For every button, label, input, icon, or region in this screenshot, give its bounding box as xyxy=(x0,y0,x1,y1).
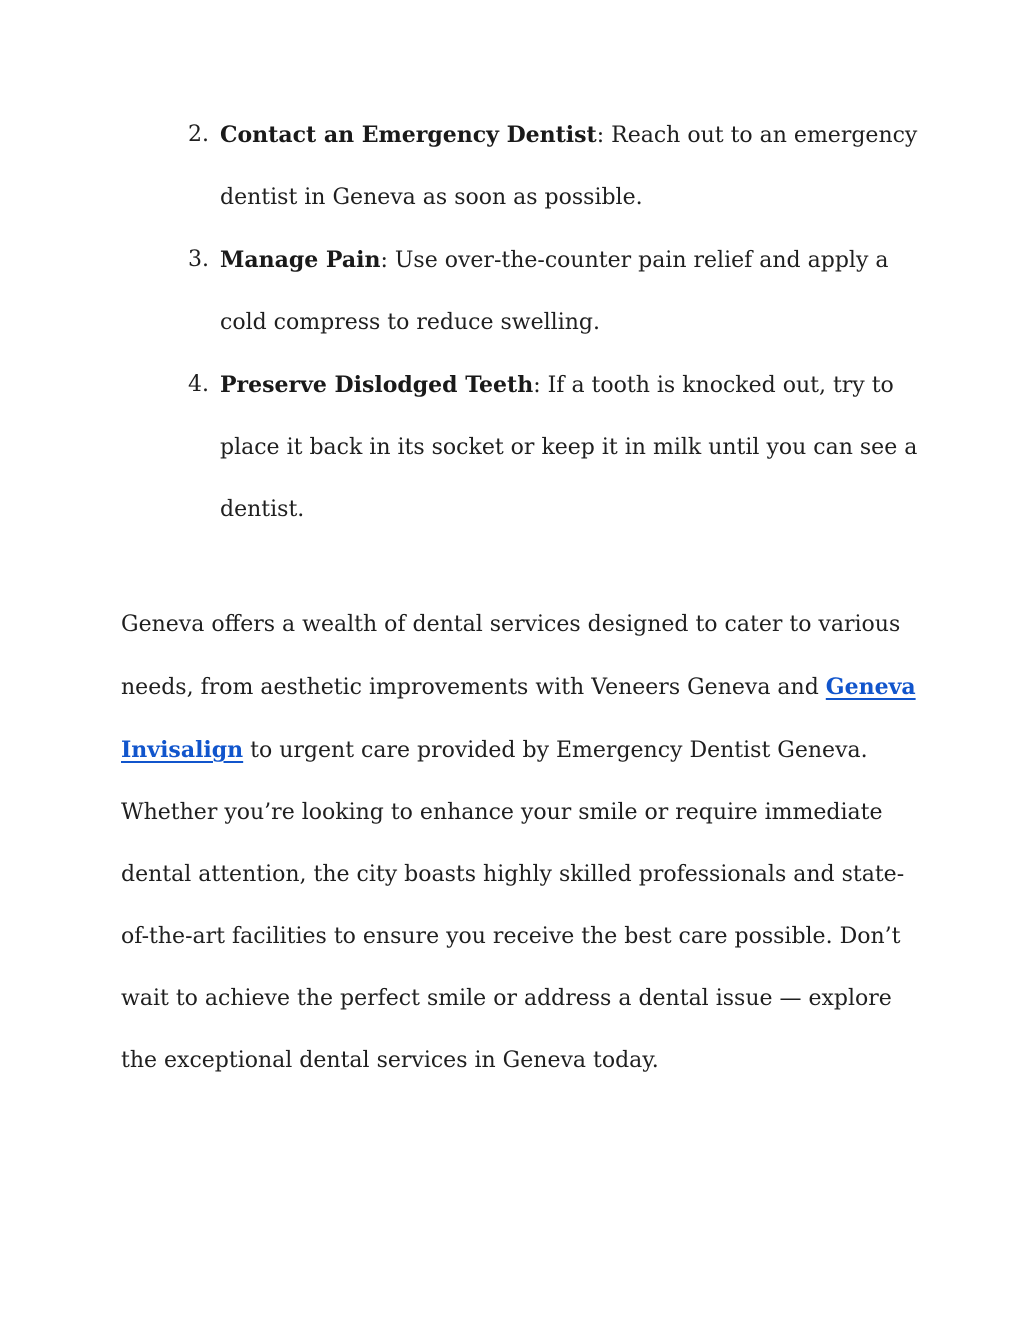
list-item-step-3 xyxy=(188,229,928,354)
geneva-invisalign-link[interactable]: Geneva Invisalign xyxy=(121,674,916,763)
step-text: Reach out to an emergency dentist in Geneva as soon as possible. xyxy=(220,123,918,210)
step-separator: : xyxy=(533,373,541,398)
step-text: Use over-the-counter pain relief and apply a cold compress to reduce swelling. xyxy=(220,248,889,335)
paragraph-text-after-link: to urgent care provided by Emergency Dentist Geneva. Whether you’re looking to enhance your smile or require immediate dental attention, the city boasts highly skilled professionals and state-of-the-art facilities to ensure you receive the best care possible. Don’t wait to achieve the perfect smile or address a dental issue — explore the exceptional dental services in Geneva today. xyxy=(121,738,905,1073)
list-item-step-4 xyxy=(188,354,928,541)
summary-paragraph xyxy=(121,594,921,1092)
step-title: Preserve Dislodged Teeth xyxy=(220,372,534,398)
step-number: 4. xyxy=(188,372,209,397)
step-title: Manage Pain xyxy=(220,247,381,273)
step-separator: : xyxy=(596,123,605,148)
step-number: 2. xyxy=(188,122,209,147)
list-item-step-2 xyxy=(188,104,928,229)
step-title: Contact an Emergency Dentist xyxy=(220,122,597,148)
step-text: If a tooth is knocked out, try to place it back in its socket or keep it in milk until you can see a dentist. xyxy=(220,373,918,522)
emergency-steps-list xyxy=(188,104,928,541)
step-number: 3. xyxy=(188,247,209,272)
step-separator: : xyxy=(380,248,388,273)
paragraph-text-before-link: Geneva offers a wealth of dental services designed to cater to various needs, from aesthetic improvements with Veneers Geneva and xyxy=(121,612,901,700)
